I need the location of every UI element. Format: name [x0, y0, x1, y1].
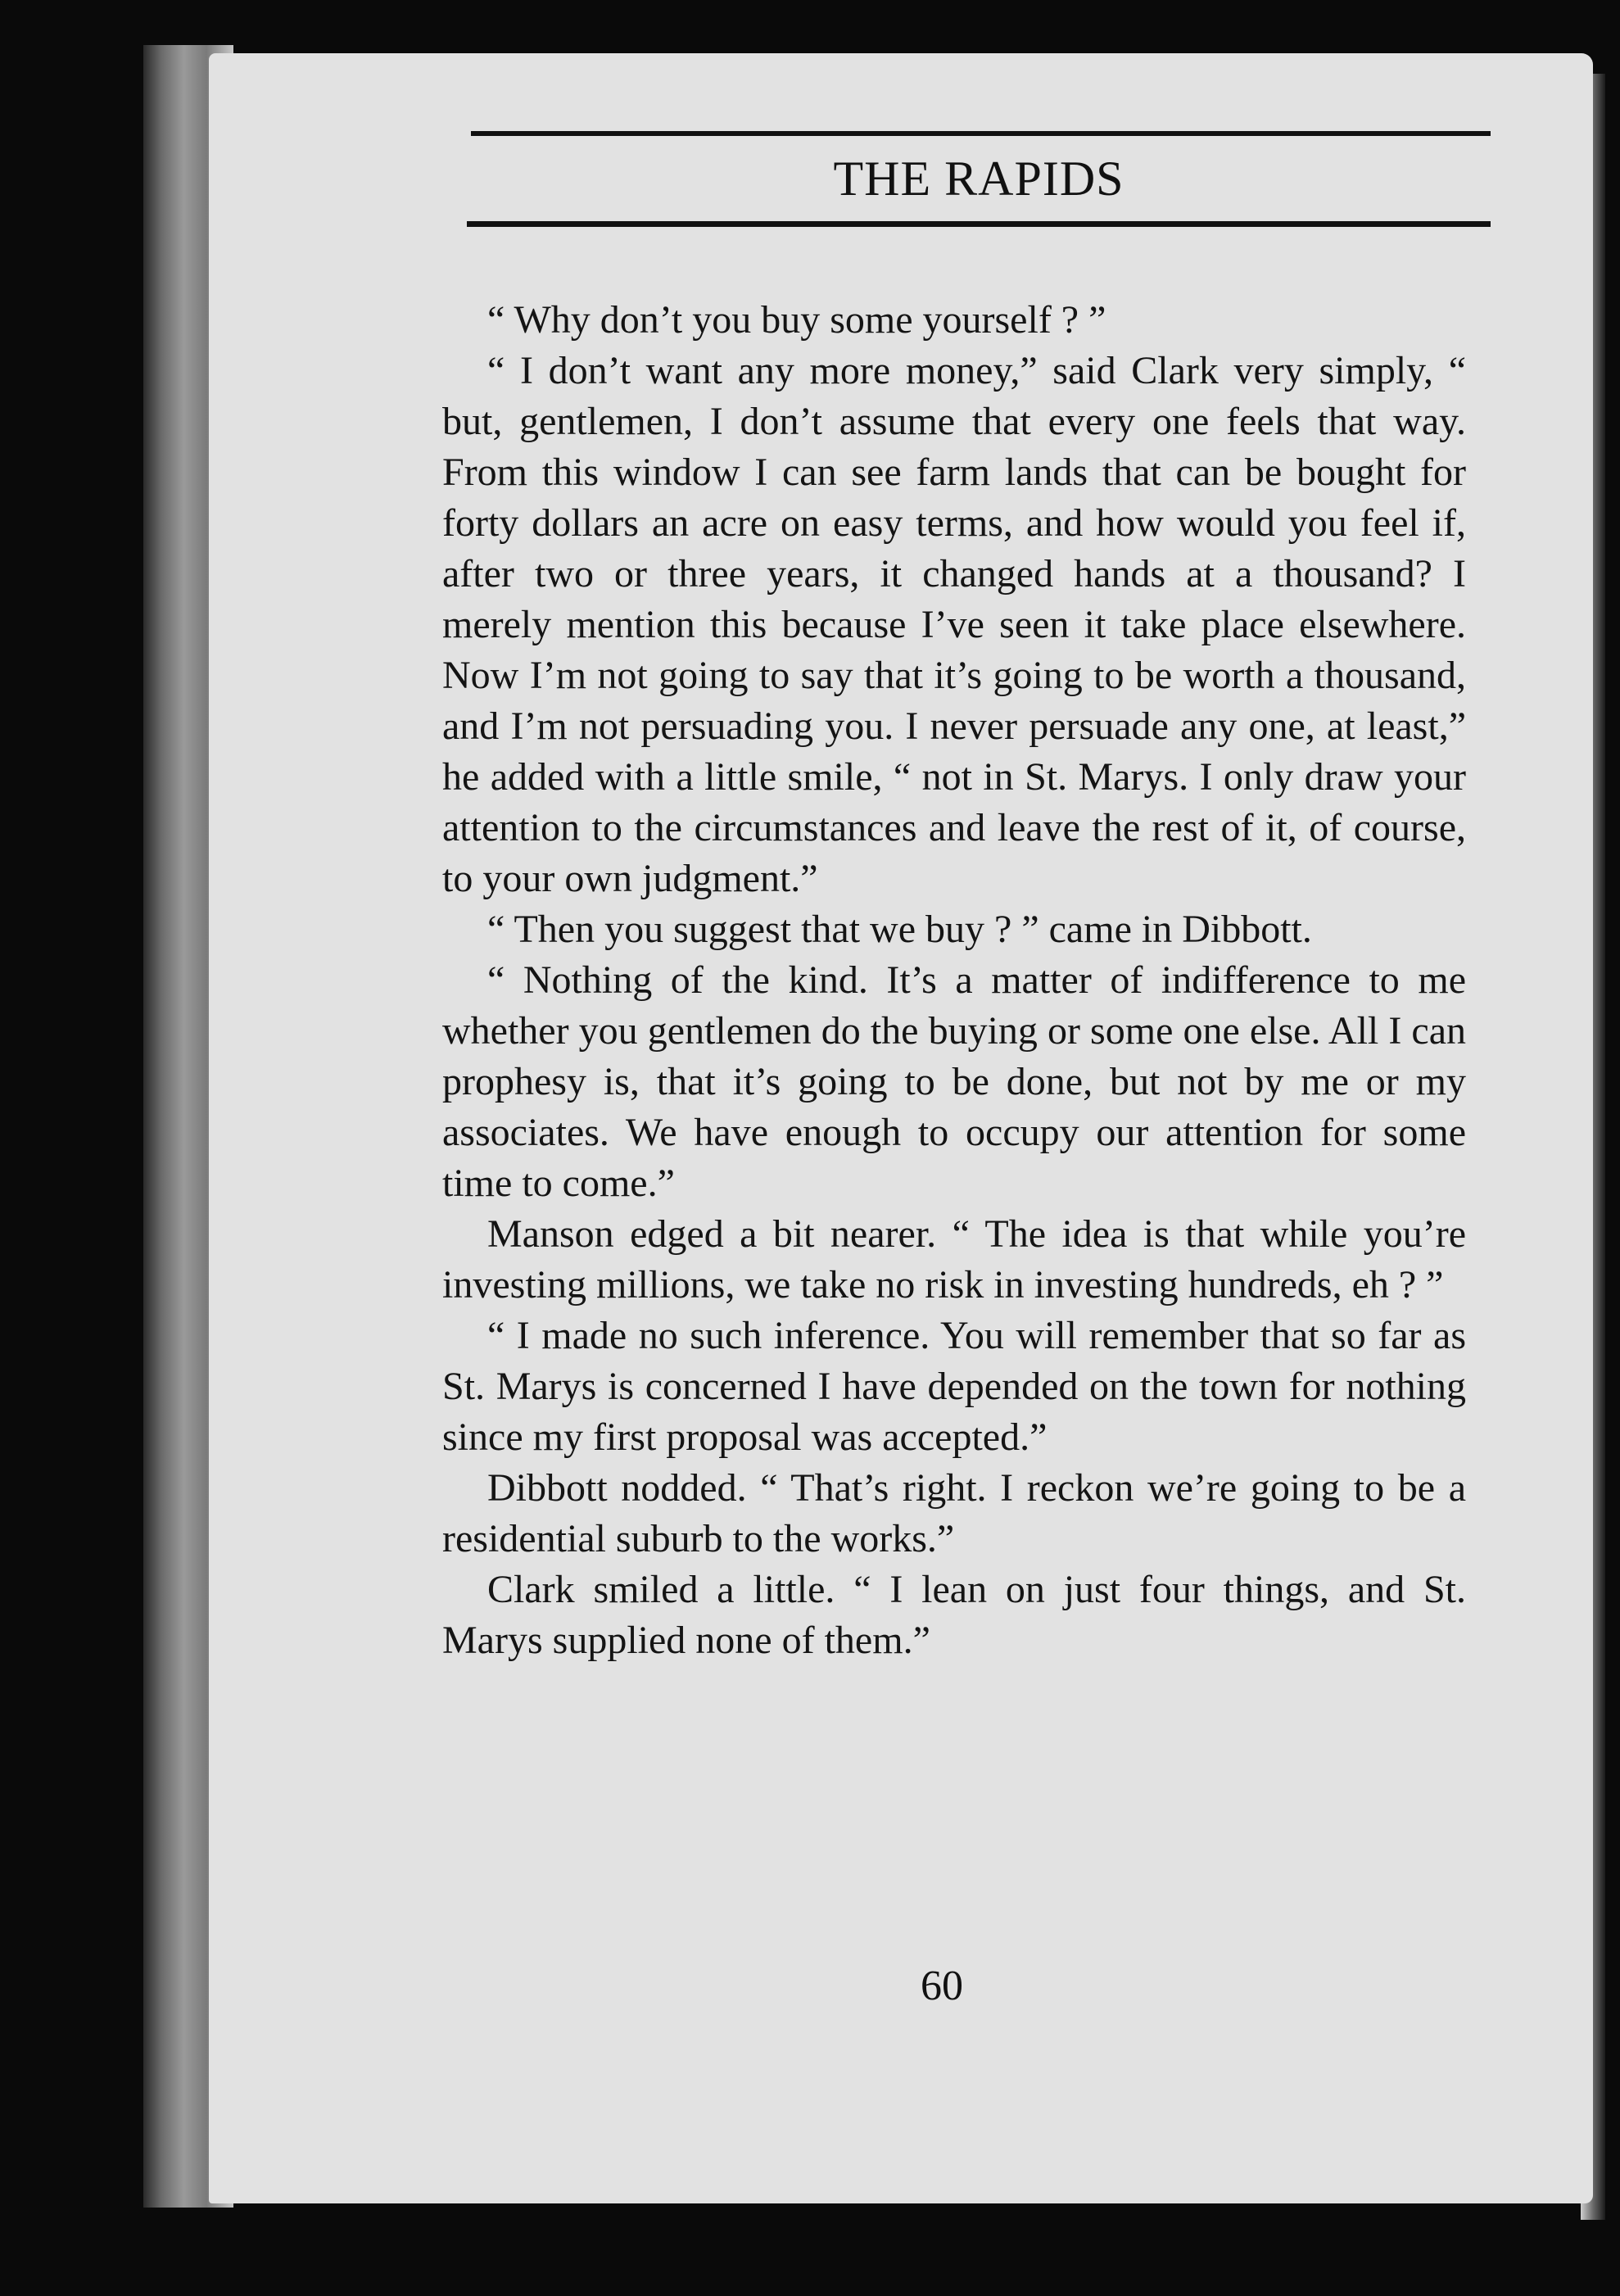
paragraph: “ I don’t want any more money,” said Clark very simply, “ but, gentlemen, I don’t assume that every one feels that way. From this window I can see farm lands that can be bought for forty dollars an acre on easy terms, and how would you feel if, after two or three years, it changed hands at a thousand? I merely mention this because I’ve seen it take place elsewhere. Now I’m not going to say that it’s going to be worth a thousand, and I’m not persuading you. I never persuade any one, at least,” he added with a little smile, “ not in St. Marys. I only draw your attention to the circumstances and leave the rest of it, of course, to your own judgment.”: [442, 349, 1466, 900]
paragraph: Manson edged a bit nearer. “ The idea is that while you’re investing millions, we take no risk in investing hundreds, eh ? ”: [442, 1212, 1466, 1307]
body-text: [442, 295, 1466, 1666]
running-head: THE RAPIDS: [833, 152, 1124, 206]
paragraph: “ I made no such inference. You will remember that so far as St. Marys is concerned I have depended on the town for nothing since my first proposal was accepted.”: [442, 1314, 1466, 1459]
page-number: 60: [921, 1963, 963, 2009]
paragraph: Clark smiled a little. “ I lean on just four things, and St. Marys supplied none of them.”: [442, 1568, 1466, 1662]
header-top-rule: [471, 131, 1491, 136]
header-bottom-rule: [467, 221, 1491, 227]
paragraph: Dibbott nodded. “ That’s right. I reckon we’re going to be a residential suburb to the works.”: [442, 1466, 1466, 1560]
paragraph: “ Why don’t you buy some yourself ? ”: [487, 298, 1106, 342]
paragraph: “ Nothing of the kind. It’s a matter of indifference to me whether you gentlemen do the buying or some one else. All I can prophesy is, that it’s going to be done, but not by me or my associates. We have enough to occupy our attention for some time to come.”: [442, 958, 1466, 1205]
page-header: [467, 131, 1491, 227]
paragraph: “ Then you suggest that we buy ? ” came in Dibbott.: [487, 908, 1312, 951]
